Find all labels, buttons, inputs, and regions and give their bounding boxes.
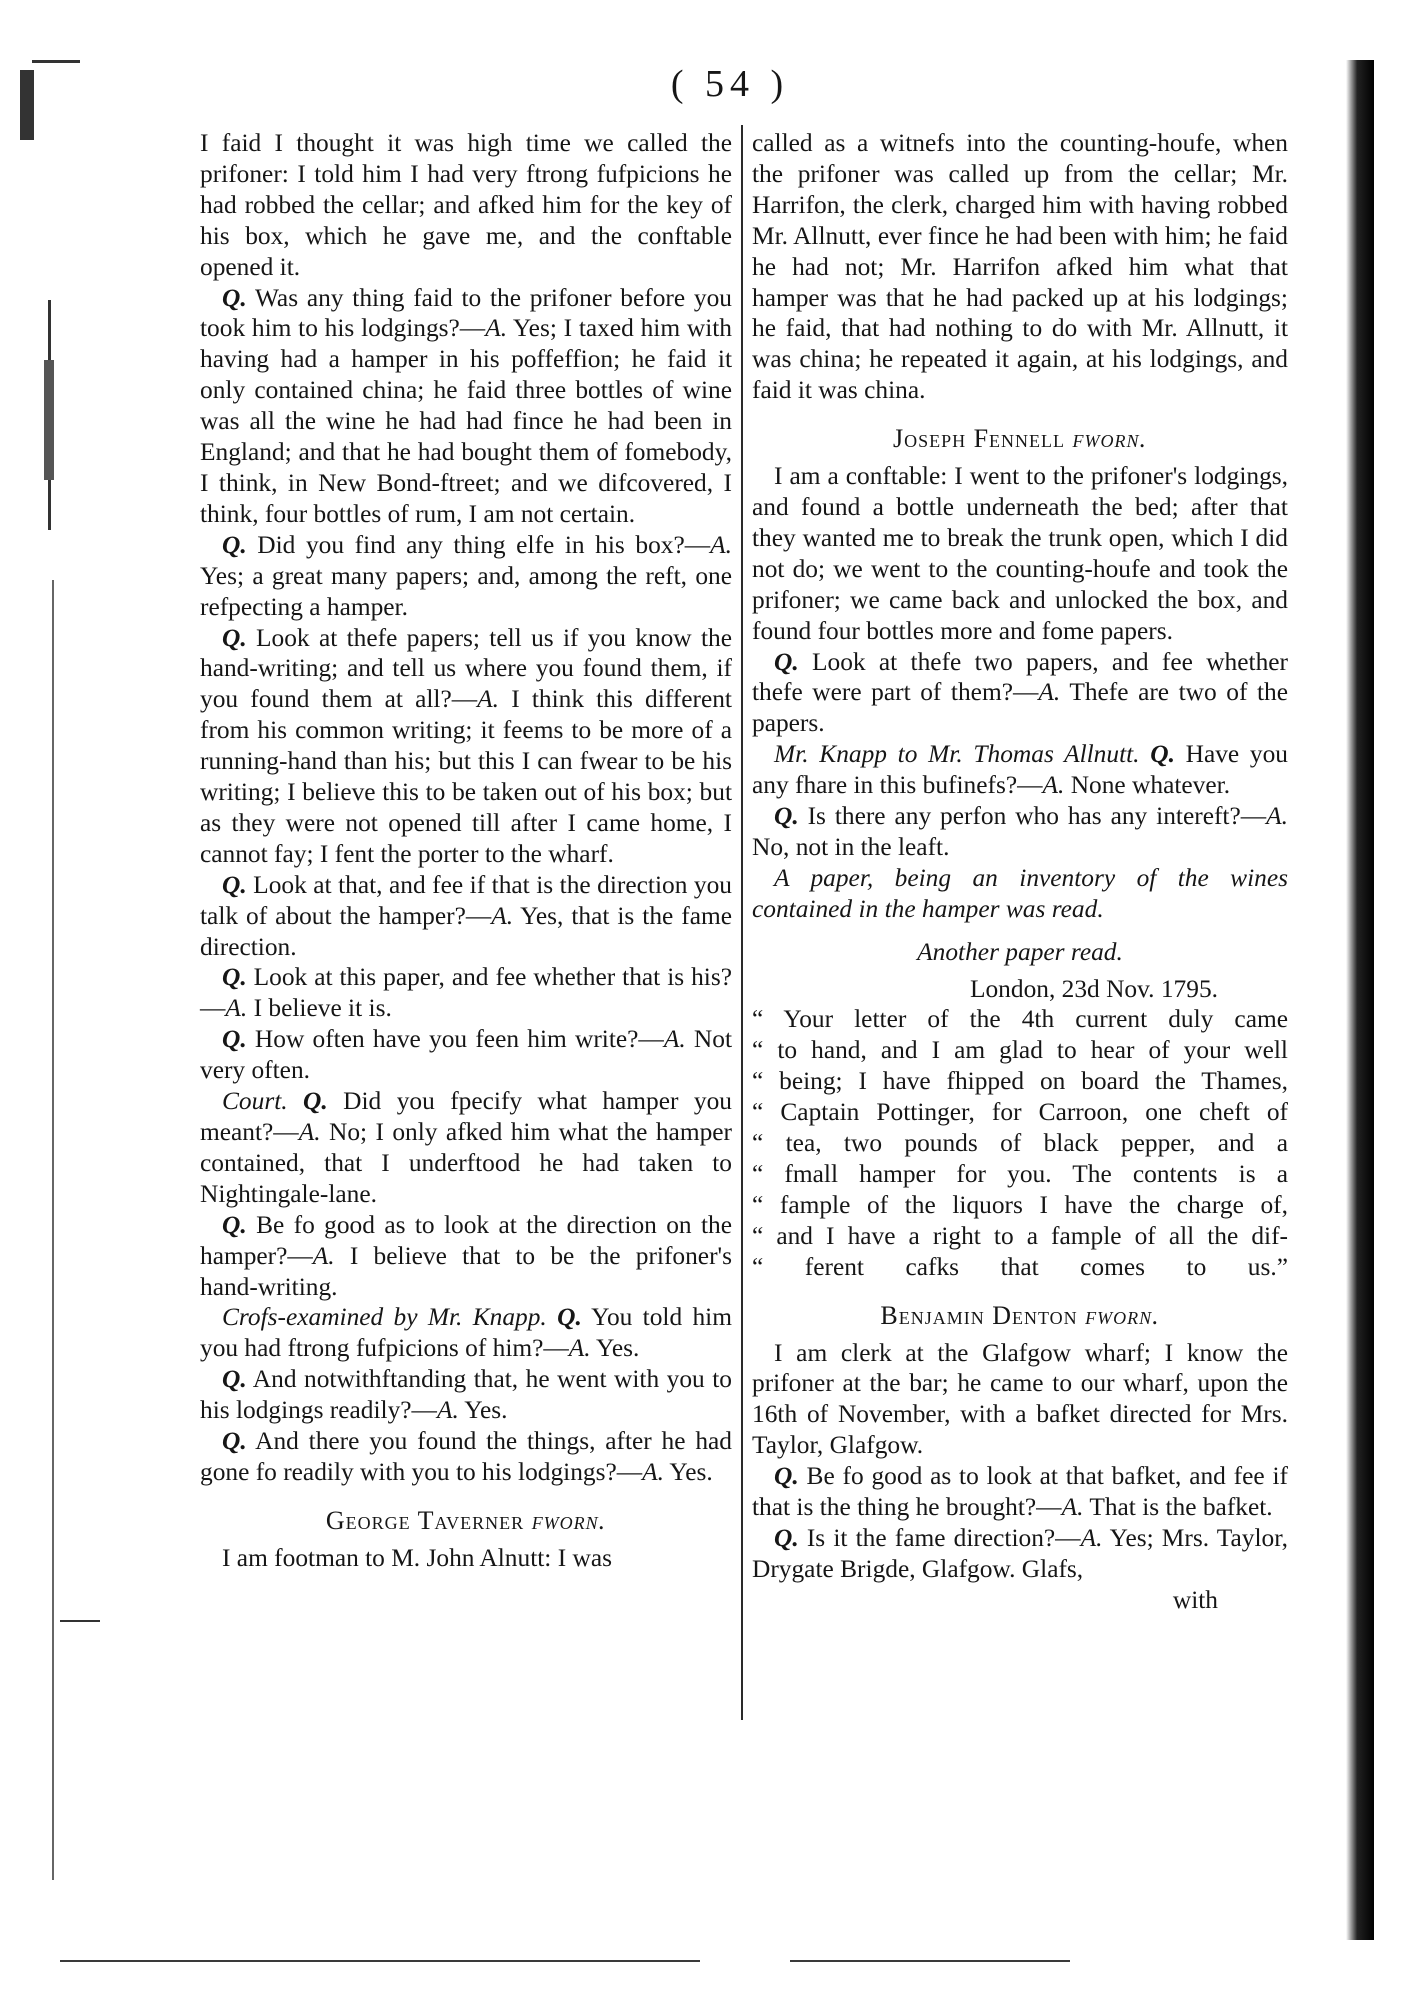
sworn-label: fworn. — [1085, 1300, 1160, 1330]
answer-marker: A. — [642, 1457, 665, 1486]
answer-text: Yes. — [590, 1334, 640, 1363]
answer-text: Yes; I taxed him with having had a hamper in his poffeffion; he faid it only contained china; he faid three bottles of wine was all the wine he had had fince he had been in England; and that he had bought them of fomebody, I think, in New Bond-ftreet; and we difcovered, I think, four bottles of rum, I am not certain. — [200, 314, 733, 528]
question-text: You told him you had ftrong fufpicions of him?— — [200, 1303, 732, 1363]
answer-text: Yes. — [458, 1396, 508, 1425]
question-marker: Q. — [1150, 740, 1175, 769]
answer-marker: A. — [663, 1025, 686, 1054]
answer-marker: A. — [1080, 1523, 1103, 1552]
answer-marker: A. — [436, 1396, 459, 1425]
section-note: Another paper read. — [917, 937, 1123, 966]
question-marker: Q. — [774, 1462, 799, 1491]
question-text: Is there any perfon who has any intereft?— — [798, 802, 1267, 831]
quote-line: “ fample of the liquors I have the charge of, — [752, 1190, 1288, 1219]
question-marker: Q. — [222, 1365, 247, 1394]
answer-text: Yes; a great many papers; and, among the reft, one refpecting a hamper. — [200, 561, 732, 621]
question-text: Have you any fhare in this bufinefs?— — [752, 740, 1288, 800]
paragraph: called as a witnefs into the counting-houfe, when the prifoner was called up from the cellar; Mr. Harrifon, the clerk, charged him with having robbed Mr. Allnutt, ever fince he had been with him; he faid he had not; Mr. Harrifon afked him what that hamper was that he had packed up at his lodgings; he faid, that had nothing to do with Mr. Allnutt, it was china; he repeated it again, at his lodgings, and faid it was china. — [752, 129, 1288, 405]
question-answer — [200, 1086, 732, 1210]
speaker-lead: Crofs-examined by Mr. Knapp. — [222, 1303, 547, 1332]
question-marker: Q. — [222, 963, 247, 992]
page-number: ( 54 ) — [670, 63, 790, 105]
answer-marker: A. — [225, 994, 248, 1023]
paragraph: I faid I thought it was high time we called the prifoner: I told him I had very ftrong fufpicions he had robbed the cellar; and afked him for the key of his box, which he gave me, and the conftable opened it. — [200, 129, 732, 281]
question-answer — [200, 870, 732, 963]
quote-line: “ to hand, and I am glad to hear of your well — [752, 1036, 1288, 1065]
speaker-lead: Mr. Knapp to Mr. Thomas Allnutt. — [774, 740, 1140, 769]
answer-text: None whatever. — [1064, 771, 1231, 800]
question-answer — [200, 1364, 732, 1426]
question-answer — [752, 1523, 1288, 1585]
witness-heading — [752, 1301, 1288, 1332]
answer-text: No, not in the leaft. — [752, 832, 950, 861]
sworn-label: fworn. — [1072, 424, 1148, 454]
question-text: Look at this paper, and fee whether that is his?— — [200, 963, 732, 1023]
question-answer — [752, 801, 1288, 863]
quote-line: “ being; I have fhipped on board the Thames, — [752, 1067, 1288, 1096]
question-answer — [200, 530, 732, 623]
paragraph: I am clerk at the Glafgow wharf; I know the prifoner at the bar; he came to our wharf, upon the 16th of November, with a bafket directed for Mrs. Taylor, Glafgow. — [752, 1338, 1288, 1460]
italic-note: A paper, being an inventory of the wines contained in the hamper was read. — [752, 863, 1288, 923]
question-text: And notwithftanding that, he went with you to his lodgings readily?— — [200, 1365, 732, 1425]
quote-line: “ and I have a right to a fample of all the dif- — [752, 1221, 1288, 1250]
question-marker: Q. — [774, 802, 799, 831]
answer-text: Not very often. — [200, 1025, 732, 1085]
answer-marker: A. — [312, 1241, 335, 1270]
bottom-rule-left — [60, 1960, 700, 1962]
question-answer — [200, 623, 732, 870]
quote-line: “ Captain Pottinger, for Carroon, one cheft of — [752, 1098, 1288, 1127]
right-margin-binding-shadow — [1346, 60, 1374, 1940]
witness-name: Joseph Fennell — [892, 424, 1066, 454]
answer-text: I believe it is. — [247, 994, 392, 1023]
question-text: Did you find any thing elfe in his box?— — [246, 530, 711, 559]
answer-marker: A. — [485, 314, 508, 343]
question-marker: Q. — [222, 623, 247, 652]
question-answer — [200, 1210, 732, 1303]
bottom-rule-right — [790, 1960, 1070, 1962]
column-divider — [741, 125, 743, 1720]
question-text: Was any thing faid to the prifoner before you took him to his lodgings?— — [200, 283, 732, 343]
question-marker: Q. — [222, 1025, 247, 1054]
quote-line: “ tea, two pounds of black pepper, and a — [752, 1129, 1288, 1158]
answer-text: I think this different from his common writing; it feems to be more of a running-hand than his; but this I can fwear to be his writing; I believe this to be taken out of his box; but as they were not opened till after I came home, I cannot fay; I fent the porter to the wharf. — [200, 685, 732, 868]
answer-marker: A. — [568, 1334, 591, 1363]
answer-marker: A. — [1038, 678, 1061, 707]
question-marker: Q. — [774, 647, 799, 676]
question-marker: Q. — [222, 870, 247, 899]
question-answer — [200, 1302, 732, 1364]
dateline: London, 23d Nov. 1795. — [969, 974, 1218, 1003]
answer-marker: A. — [298, 1118, 321, 1146]
question-marker: Q. — [557, 1303, 582, 1332]
left-column — [200, 128, 732, 1574]
witness-heading — [200, 1506, 732, 1537]
question-marker: Q. — [222, 1210, 247, 1239]
quote-line: “ fmall hamper for you. The contents is a — [752, 1160, 1288, 1188]
question-text: Be fo good as to look at the direction on the hamper?— — [200, 1210, 732, 1270]
witness-heading — [752, 424, 1288, 455]
question-text: How often have you feen him write?— — [246, 1025, 664, 1054]
right-column — [752, 128, 1288, 1616]
question-answer — [752, 1461, 1288, 1523]
question-text: Is it the fame direction?— — [798, 1523, 1081, 1552]
witness-name: George Taverner — [325, 1505, 525, 1535]
question-text: Look at that, and fee if that is the direction you talk of about the hamper?— — [200, 870, 732, 930]
question-marker: Q. — [303, 1087, 328, 1116]
answer-marker: A. — [491, 901, 514, 930]
answer-text: Yes. — [664, 1457, 713, 1486]
question-answer — [200, 1426, 732, 1488]
answer-text: Yes; Mrs. Taylor, Drygate Brigde, Glafgow. Glafs, — [752, 1523, 1288, 1583]
answer-text: Thefe are two of the papers. — [752, 678, 1288, 738]
question-marker: Q. — [222, 1427, 247, 1456]
question-text: Look at thefe papers; tell us if you know the hand-writing; and tell us where you found them, if you found them at all?— — [200, 623, 732, 714]
question-answer — [200, 1024, 732, 1086]
answer-text: That is the bafket. — [1083, 1493, 1273, 1522]
question-marker: Q. — [222, 530, 247, 559]
speaker-lead: Court. — [222, 1087, 288, 1116]
answer-text: Yes, that is the fame direction. — [200, 901, 732, 961]
paragraph: I am a conftable: I went to the prifoner's lodgings, and found a bottle underneath the bed; after that they wanted me to break the trunk open, which I did not do; we went to the counting-houfe and took the prifoner; we came back and unlocked the box, and found four bottles more and fome papers. — [752, 462, 1288, 645]
witness-name: Benjamin Denton — [880, 1300, 1078, 1330]
quote-line: “ Your letter of the 4th current duly came — [752, 1005, 1288, 1034]
question-text: Look at thefe two papers, and fee whether thefe were part of them?— — [752, 647, 1288, 707]
question-text: Be fo good as to look at that bafket, and fee if that is the thing he brought?— — [752, 1462, 1288, 1522]
quoted-letter — [752, 1004, 1288, 1282]
question-text: Did you fpecify what hamper you meant?— — [200, 1087, 732, 1146]
answer-marker: A. — [1266, 802, 1288, 831]
question-answer — [752, 739, 1288, 801]
answer-marker: A. — [1061, 1493, 1084, 1522]
question-answer — [200, 962, 732, 1024]
answer-marker: A. — [477, 685, 500, 714]
answer-text: I believe that to be the prifoner's hand-writing. — [200, 1241, 732, 1301]
paragraph: I am footman to M. John Alnutt: I was — [222, 1543, 612, 1572]
question-text: And there you found the things, after he had gone fo readily with you to his lodgings?— — [200, 1427, 732, 1486]
answer-marker: A. — [1042, 771, 1065, 800]
answer-marker: A. — [710, 530, 732, 559]
question-answer — [200, 283, 732, 530]
dateline: with — [1172, 1585, 1218, 1614]
left-margin-scan-marks — [20, 60, 100, 1960]
answer-text: No; I only afked him what the hamper contained, that I underftood he had taken to Nightingale-lane. — [200, 1118, 732, 1208]
question-marker: Q. — [774, 1523, 799, 1552]
question-marker: Q. — [222, 283, 247, 312]
question-answer — [752, 647, 1288, 740]
quote-line: “ ferent cafks that comes to us.” — [752, 1252, 1288, 1281]
sworn-label: fworn. — [531, 1505, 607, 1535]
